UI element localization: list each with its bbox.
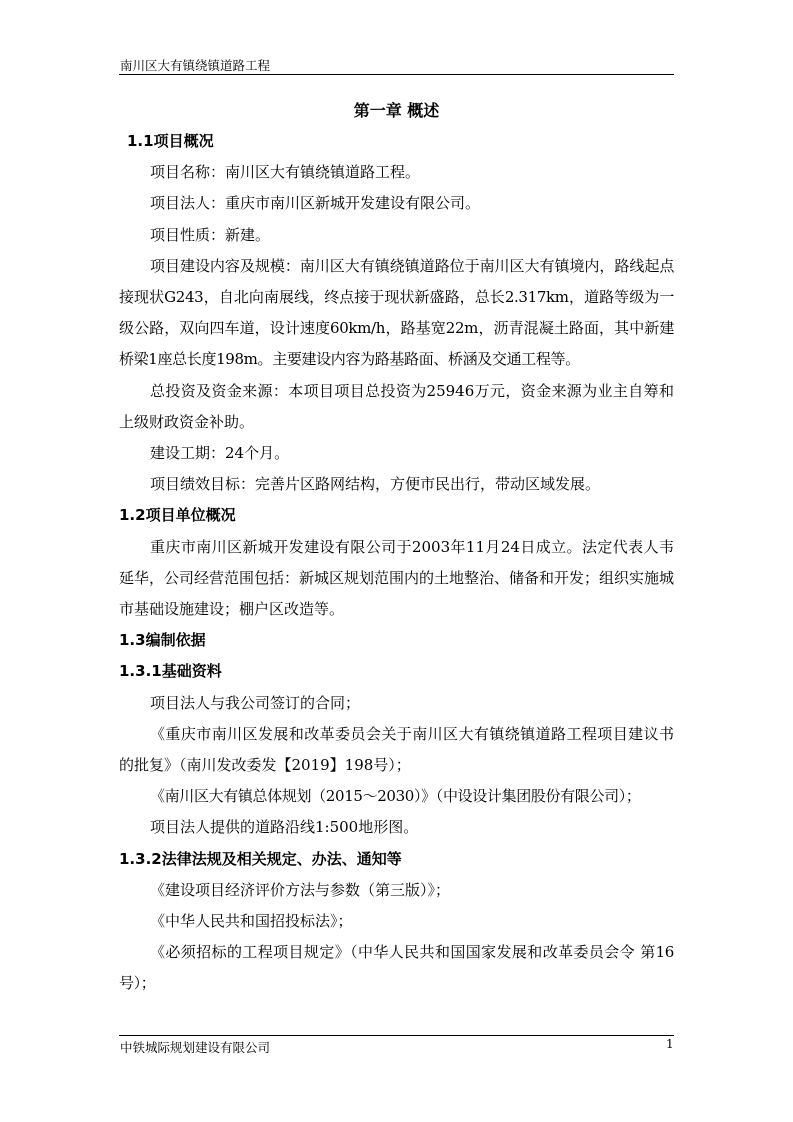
project-name-paragraph: 项目名称：南川区大有镇绕镇道路工程。 (150, 163, 421, 182)
footer-divider (119, 1035, 674, 1036)
chapter-title: 第一章 概述 (353, 101, 440, 120)
investment-paragraph: 总投资及资金来源：本项目项目总投资为25946万元，资金来源为业主自筹和上级财政资金补助。 (119, 381, 674, 431)
section-heading-1-3: 1.3编制依据 (119, 631, 206, 650)
basis-topographic-map-paragraph: 项目法人提供的道路沿线1:500地形图。 (150, 818, 419, 837)
page-number: 1 (666, 1037, 674, 1051)
section-heading-1-3-2: 1.3.2法律法规及相关规定、办法、通知等 (119, 849, 402, 868)
footer-company: 中铁城际规划建设有限公司 (120, 1040, 271, 1055)
law-tender-projects-paragraph: 《必须招标的工程项目规定》（中华人民共和国国家发展和改革委员会令 第16号）； (119, 943, 674, 993)
law-bidding-paragraph: 《中华人民共和国招投标法》； (150, 912, 353, 931)
law-economic-evaluation-paragraph: 《建设项目经济评价方法与参数（第三版）》； (150, 880, 451, 899)
document-body (119, 96, 674, 1000)
section-heading-1-3-1: 1.3.1基础资料 (119, 662, 222, 681)
project-legal-person-paragraph: 项目法人：重庆市南川区新城开发建设有限公司。 (150, 194, 481, 213)
project-scope-paragraph: 项目建设内容及规模：南川区大有镇绕镇道路位于南川区大有镇境内，路线起点接现状G243，自北向南展线，终点接于现状新盛路，总长2.317km，道路等级为一级公路，双向四车道，设计速度60km/h，路基宽22m，沥青混凝土路面，其中新建桥梁1座总长度198m。主要建设内容为路基路面、桥涵及交通工程等。 (119, 256, 674, 369)
company-overview-paragraph: 重庆市南川区新城开发建设有限公司于2003年11月24日成立。法定代表人韦延华，公司经营范围包括：新城区规划范围内的土地整治、储备和开发；组织实施城市基础设施建设；棚户区改造等。 (119, 537, 675, 619)
header-divider (119, 74, 674, 75)
basis-master-plan-paragraph: 《南川区大有镇总体规划（2015～2030）》（中设设计集团股份有限公司）； (150, 787, 641, 806)
project-nature-paragraph: 项目性质：新建。 (150, 225, 271, 244)
section-heading-1-2: 1.2项目单位概况 (119, 506, 236, 525)
basis-contract-paragraph: 项目法人与我公司签订的合同； (150, 693, 361, 712)
section-heading-1-1: 1.1项目概况 (127, 132, 214, 150)
running-header: 南川区大有镇绕镇道路工程 (120, 58, 271, 73)
basis-approval-paragraph: 《重庆市南川区发展和改革委员会关于南川区大有镇绕镇道路工程项目建议书的批复》（南川发改委发【2019】198号）； (119, 724, 674, 775)
construction-period-paragraph: 建设工期：24个月。 (150, 444, 290, 463)
performance-goal-paragraph: 项目绩效目标：完善片区路网结构，方便市民出行，带动区域发展。 (150, 475, 601, 494)
